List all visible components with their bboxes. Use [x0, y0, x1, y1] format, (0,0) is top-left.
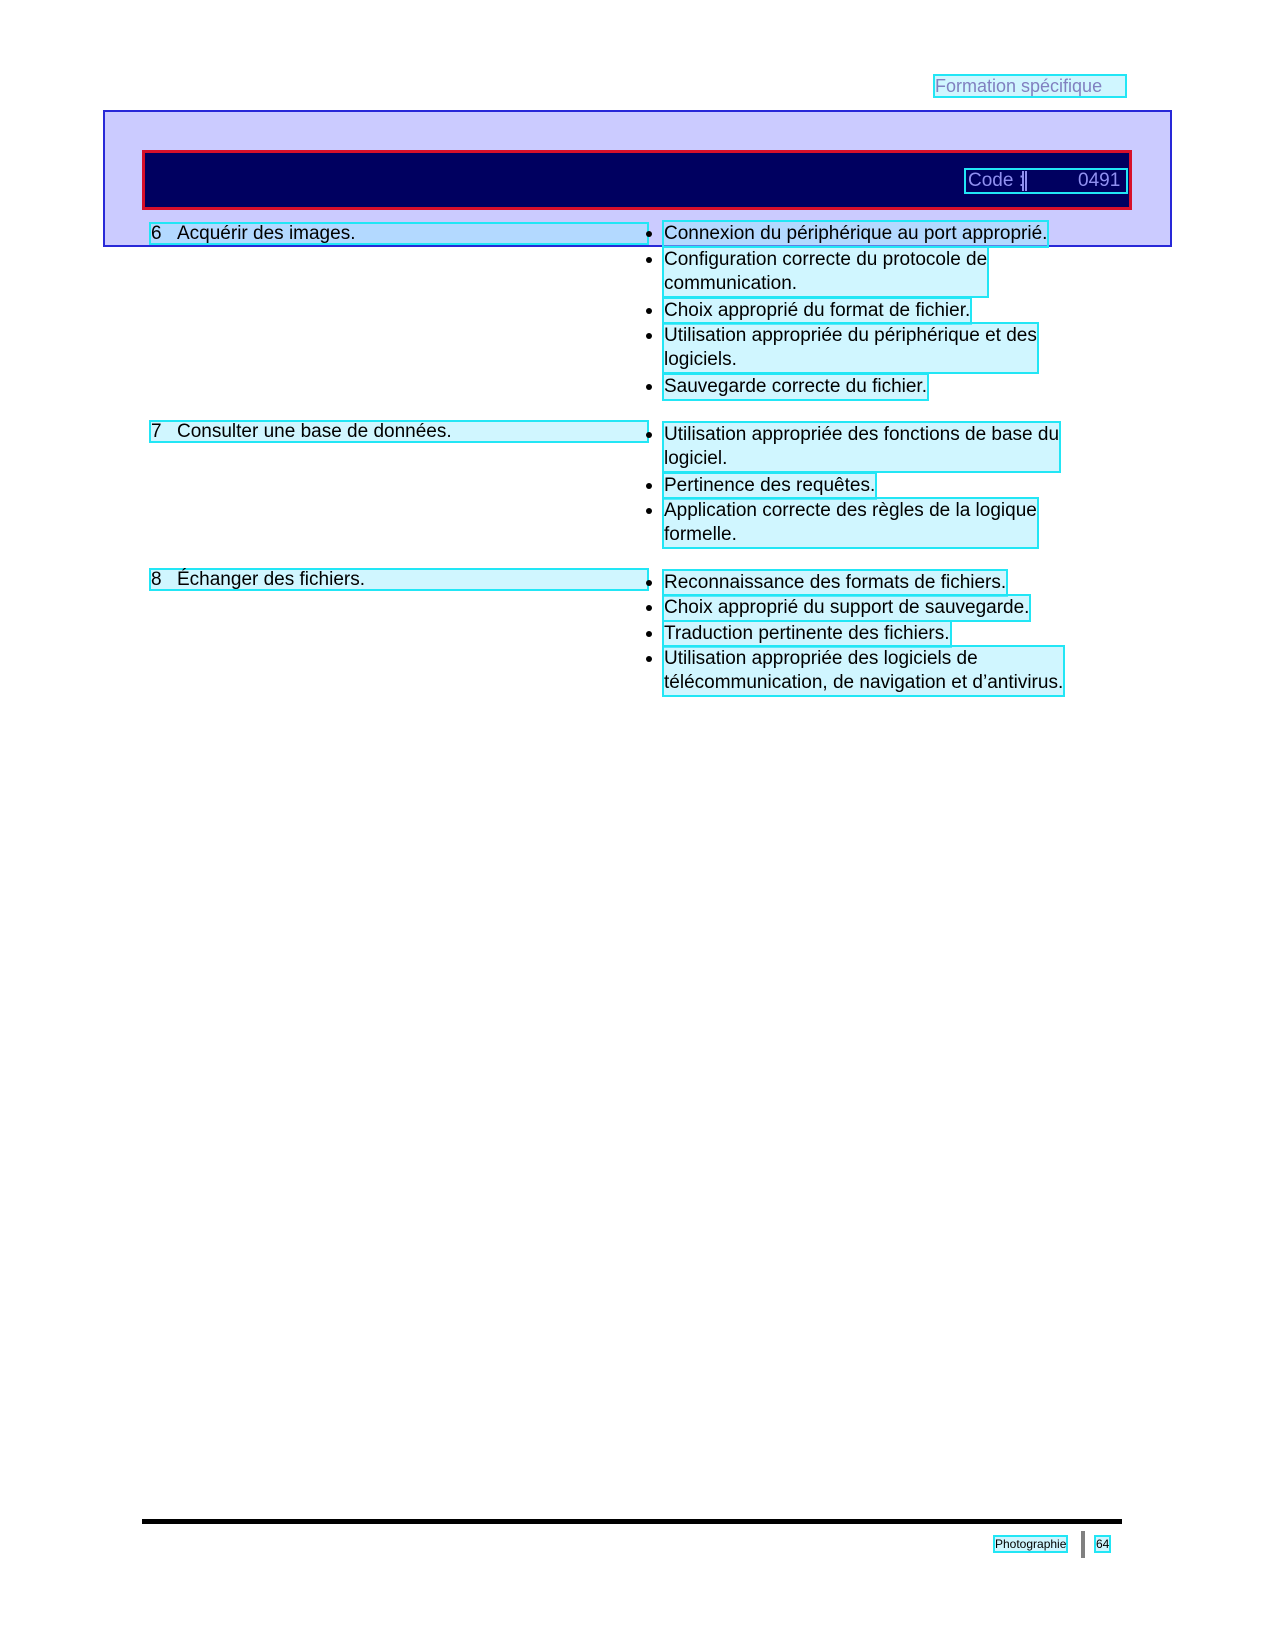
criterion-item: Utilisation appropriée des logiciels de télécommunication, de navigation et d’antivirus. — [664, 648, 1064, 693]
footer-program: Photographie — [995, 1537, 1067, 1551]
competency-row — [151, 570, 647, 589]
criterion-item: Configuration correcte du protocole de communication. — [664, 249, 988, 294]
footer-separator — [1081, 1531, 1085, 1558]
criterion-item: Application correcte des règles de la logique formelle. — [664, 500, 1037, 545]
criterion-item: Choix approprié du support de sauvegarde. — [664, 597, 1030, 618]
competency-title: Acquérir des images. — [177, 223, 356, 244]
bullet-icon — [643, 377, 655, 396]
criterion-item: Utilisation appropriée du périphérique et des logiciels. — [664, 325, 1037, 370]
criterion-item: Connexion du périphérique au port approprié. — [664, 223, 1048, 244]
code-value: 0491 — [1078, 170, 1121, 191]
bullet-icon — [643, 573, 655, 592]
bullet-icon — [643, 476, 655, 495]
competency-title: Échanger des fichiers. — [177, 569, 365, 590]
footer-rule — [142, 1519, 1122, 1524]
header-title: Formation spécifique — [935, 76, 1125, 96]
competency-title: Consulter une base de données. — [177, 421, 452, 442]
criterion-item: Traduction pertinente des fichiers. — [664, 623, 950, 644]
bullet-icon — [643, 598, 655, 617]
code-label: Code : — [968, 170, 1024, 191]
bullet-icon — [643, 624, 655, 643]
code-separator — [1022, 171, 1027, 191]
bullet-icon — [643, 649, 655, 668]
competency-number: 7 — [151, 421, 162, 442]
criterion-item: Pertinence des requêtes. — [664, 475, 876, 496]
criterion-item: Reconnaissance des formats de fichiers. — [664, 572, 1007, 593]
bullet-icon — [643, 425, 655, 444]
criterion-item: Choix approprié du format de fichier. — [664, 300, 971, 321]
page-number: 64 — [1096, 1537, 1110, 1551]
bullet-icon — [643, 501, 655, 520]
bullet-icon — [643, 326, 655, 345]
bullet-icon — [643, 301, 655, 320]
competency-row — [151, 224, 647, 243]
criterion-item: Sauvegarde correcte du fichier. — [664, 376, 927, 397]
competency-number: 8 — [151, 569, 162, 590]
competency-number: 6 — [151, 223, 162, 244]
criterion-item: Utilisation appropriée des fonctions de base du logiciel. — [664, 424, 1060, 469]
bullet-icon — [643, 224, 655, 243]
bullet-icon — [643, 250, 655, 269]
competency-row — [151, 422, 647, 441]
